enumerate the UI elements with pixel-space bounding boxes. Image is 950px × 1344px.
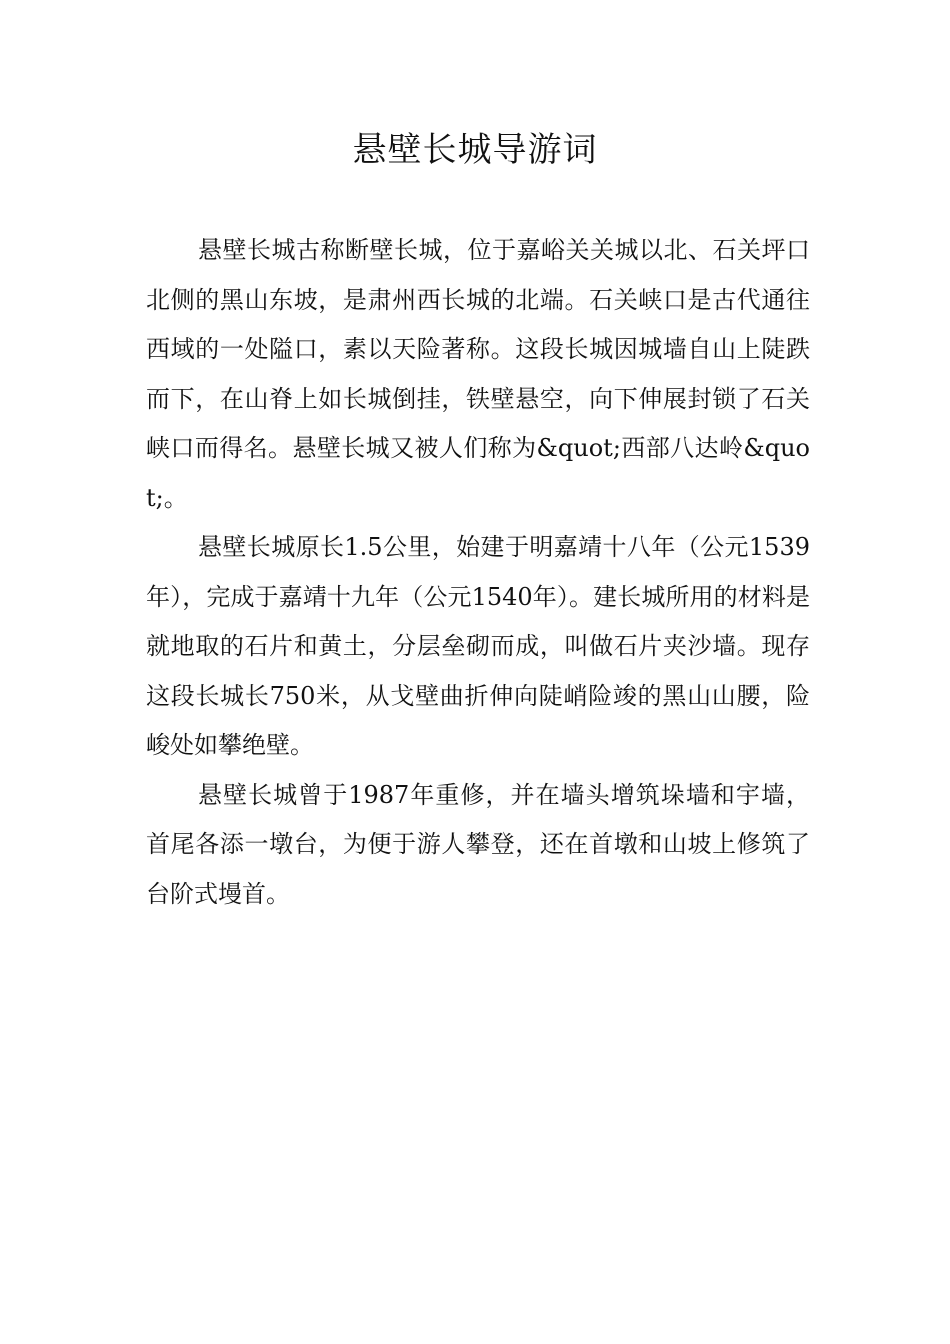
document-body	[146, 226, 810, 919]
paragraph-intro: 悬壁长城古称断壁长城，位于嘉峪关关城以北、石关坪口北侧的黑山东坡，是肃州西长城的北端。石关峡口是古代通往西域的一处隘口，素以天险著称。这段长城因城墙自山上陡跌而下，在山脊上如长城倒挂，铁壁悬空，向下伸展封锁了石关峡口而得名。悬壁长城又被人们称为&quot;西部八达岭&quot;。	[146, 236, 810, 512]
paragraph-history: 悬壁长城原长1.5公里，始建于明嘉靖十八年（公元1539年），完成于嘉靖十九年（公元1540年）。建长城所用的材料是就地取的石片和黄土，分层垒砌而成，叫做石片夹沙墙。现存这段长城长750米，从戈壁曲折伸向陡峭险竣的黑山山腰，险峻处如攀绝壁。	[146, 533, 810, 759]
document-title: 悬壁长城导游词	[352, 130, 598, 170]
paragraph-restoration: 悬壁长城曾于1987年重修，并在墙头增筑垛墙和宇墙，首尾各添一墩台，为便于游人攀登，还在首墩和山坡上修筑了台阶式墁首。	[146, 780, 810, 908]
